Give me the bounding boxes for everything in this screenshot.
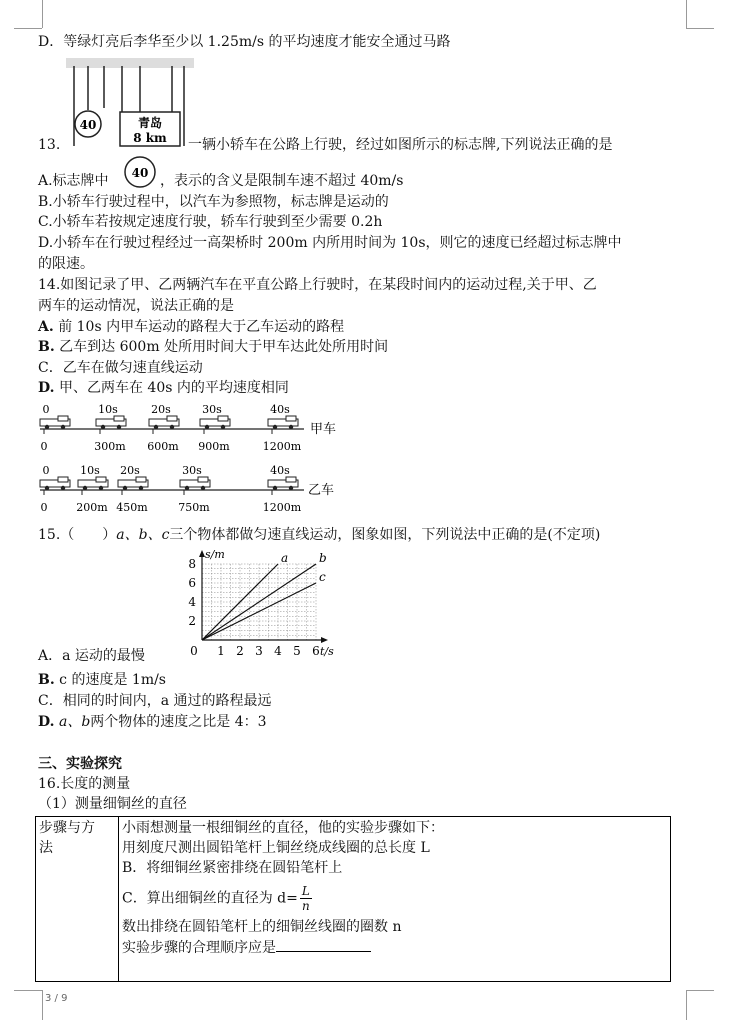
series-label-b: b	[319, 551, 327, 565]
step-measure: 用刻度尺测出圆铅笔杆上铜丝绕成线圈的总长度 L	[122, 840, 430, 856]
q13-option-d-line1: D.小轿车在行驶过程经过一高架桥时 200m 内所用时间为 10s，则它的速度已经超过标志牌中	[38, 235, 622, 251]
distance-label: 450m	[116, 501, 148, 514]
x-tick-label: 0	[190, 644, 198, 658]
car1-label: 甲车	[310, 422, 337, 437]
crop-mark	[686, 990, 714, 991]
x-tick-label: 5	[293, 644, 301, 658]
q13-option-b: B.小轿车行驶过程中，以汽车为参照物，标志牌是运动的	[38, 194, 389, 210]
q15-option-a: A．a 运动的最慢	[38, 648, 145, 664]
sign-city: 青岛	[137, 116, 163, 130]
time-label: 10s	[80, 464, 100, 477]
time-label: 20s	[151, 403, 171, 416]
st-graph	[180, 546, 345, 658]
series-line-a	[202, 564, 278, 640]
q14-stem-line2: 两车的运动情况，说法正确的是	[38, 298, 234, 314]
q16-title: 16.长度的测量	[38, 776, 131, 792]
step-count: 数出排绕在圆铅笔杆上的细铜丝线圈的圈数 n	[122, 919, 402, 935]
crop-mark	[686, 28, 714, 29]
car-icon	[180, 477, 210, 490]
car-icon	[200, 416, 230, 429]
speed-limit-sign-icon	[123, 155, 157, 189]
time-label: 0	[42, 403, 50, 416]
car-icon	[40, 416, 70, 429]
crop-mark	[14, 990, 42, 991]
crop-mark	[686, 990, 687, 1020]
crop-mark	[42, 0, 43, 28]
y-tick-label: 6	[188, 576, 196, 590]
experiment-table	[35, 816, 671, 982]
q15-option-b: B. c 的速度是 1m/s	[38, 672, 166, 688]
q14-option-b: B. 乙车到达 600m 处所用时间大于甲车达此处所用时间	[38, 339, 389, 355]
step-b: B．将细铜丝紧密排绕在圆铅笔杆上	[122, 860, 343, 876]
q13-option-a-post: ，表示的含义是限制车速不超过 40m/s	[160, 173, 404, 189]
y-axis-label: s/m	[205, 548, 225, 561]
time-label: 30s	[202, 403, 222, 416]
svg-text:40: 40	[131, 166, 149, 180]
q15-option-c: C．相同的时间内，a 通过的路程最远	[38, 693, 272, 709]
q13-option-a-pre: A.标志牌中	[38, 173, 109, 189]
q14-stem-line1: 14.如图记录了甲、乙两辆汽车在平直公路上行驶时，在某段时间内的运动过程,关于甲、乙	[38, 277, 597, 293]
car-icon	[78, 477, 108, 490]
sign-speed-limit: 40	[79, 118, 97, 132]
car-icon	[40, 477, 70, 490]
sign-distance: 8 km	[133, 131, 167, 145]
x-axis-label: t/s	[320, 645, 334, 658]
distance-label: 1200m	[262, 501, 302, 514]
car-icon	[149, 416, 179, 429]
section-title: 三、实验探究	[38, 756, 122, 772]
q13-stem: 一辆小轿车在公路上行驶，经过如图所示的标志牌,下列说法正确的是	[188, 137, 613, 153]
q12-option-d: D．等绿灯亮后李华至少以 1.25m/s 的平均速度才能安全通过马路	[38, 34, 451, 50]
x-tick-label: 3	[255, 644, 263, 658]
step-intro: 小雨想测量一根细铜丝的直径，他的实验步骤如下：	[122, 820, 444, 836]
distance-label: 200m	[76, 501, 108, 514]
time-label: 40s	[270, 403, 290, 416]
time-label: 30s	[182, 464, 202, 477]
step-order-question: 实验步骤的合理顺序应是	[122, 937, 667, 958]
car-icon	[268, 477, 298, 490]
q15-option-d: D. a、b两个物体的速度之比是 4：3	[38, 714, 267, 730]
time-label: 20s	[120, 464, 140, 477]
y-tick-label: 4	[188, 595, 196, 609]
road-sign-figure	[66, 58, 194, 148]
car-icon	[118, 477, 148, 490]
q13-option-d-line2: 的限速。	[38, 256, 94, 272]
answer-blank[interactable]	[276, 937, 371, 952]
q15-stem: 15.（ ）a、b、c三个物体都做匀速直线运动，图象如图，下列说法中正确的是(不定项)	[38, 527, 601, 543]
car-motion-figure	[38, 402, 338, 514]
crop-mark	[686, 0, 687, 28]
crop-mark	[14, 28, 42, 29]
x-tick-label: 2	[236, 644, 244, 658]
q14-option-d: D. 甲、乙两车在 40s 内的平均速度相同	[38, 380, 289, 396]
series-label-a: a	[281, 551, 289, 565]
distance-label: 900m	[198, 440, 230, 453]
time-label: 10s	[98, 403, 118, 416]
q14-option-c: C．乙车在做匀速直线运动	[38, 360, 203, 376]
q16-subtitle: （1）测量细铜丝的直径	[38, 796, 187, 812]
page-number: 3 / 9	[45, 993, 68, 1004]
distance-label: 0	[40, 501, 48, 514]
q14-option-a: A. 前 10s 内甲车运动的路程大于乙车运动的路程	[38, 319, 345, 335]
time-label: 40s	[270, 464, 290, 477]
distance-label: 600m	[147, 440, 179, 453]
distance-label: 300m	[94, 440, 126, 453]
x-tick-label: 1	[217, 644, 225, 658]
x-tick-label: 4	[274, 644, 282, 658]
car-icon	[268, 416, 298, 429]
y-tick-label: 2	[188, 614, 196, 628]
step-c: C．算出细铜丝的直径为 d= $\frac{L}{n}$	[122, 884, 310, 913]
distance-label: 1200m	[262, 440, 302, 453]
diameter-formula: $\frac{L}{n}$	[301, 884, 310, 913]
series-label-c: c	[319, 570, 326, 584]
car-icon	[96, 416, 126, 429]
y-tick-label: 8	[188, 557, 196, 571]
q13-option-c: C.小轿车若按规定速度行驶，轿车行驶到至少需要 0.2h	[38, 214, 383, 230]
crop-mark	[42, 990, 43, 1020]
x-tick-label: 6	[312, 644, 320, 658]
q13-stem-number: 13.	[38, 137, 61, 153]
distance-label: 750m	[178, 501, 210, 514]
table-content-cell	[119, 817, 671, 982]
table-header-cell: 步骤与方 法	[36, 817, 119, 982]
car2-label: 乙车	[308, 483, 335, 498]
time-label: 0	[42, 464, 50, 477]
distance-label: 0	[40, 440, 48, 453]
x-axis-arrow	[321, 637, 328, 643]
